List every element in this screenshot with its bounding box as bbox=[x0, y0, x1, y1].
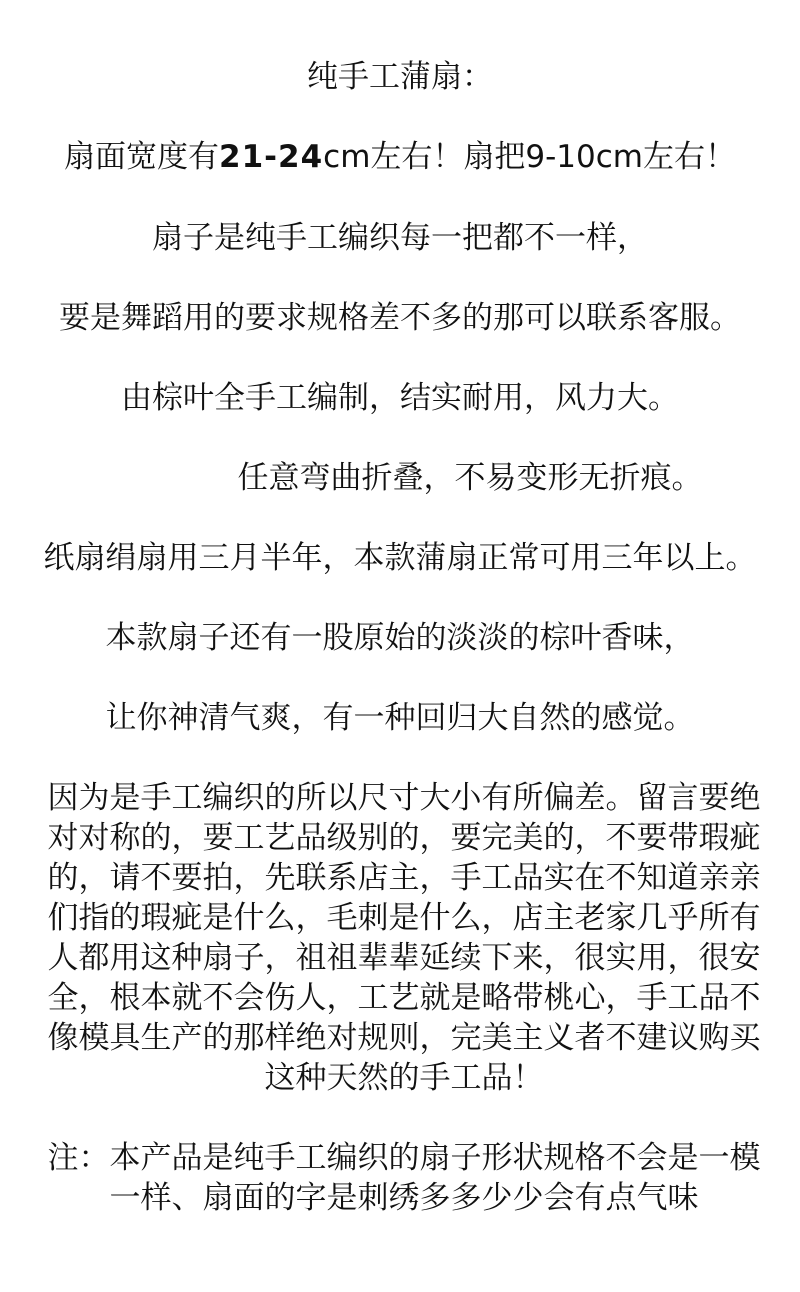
disclaimer-line: 人都用这种扇子，祖祖辈辈延续下来，很实用，很安 bbox=[47, 940, 761, 976]
disclaimer-line: 这种天然的手工品！ bbox=[264, 1060, 544, 1096]
dance-contact-line bbox=[0, 298, 800, 338]
fan-size-line bbox=[0, 137, 800, 177]
unique-weave-line bbox=[0, 218, 800, 258]
fan-width-value: 21-24 bbox=[219, 139, 324, 175]
scent-line bbox=[0, 618, 800, 658]
unique-weave-text: 扇子是纯手工编织每一把都不一样， bbox=[152, 220, 648, 256]
material-line bbox=[0, 378, 800, 418]
heading-handmade-fan bbox=[0, 57, 800, 97]
disclaimer-line: 全，根本就不会伤人，工艺就是略带桃心，手工品不 bbox=[47, 980, 761, 1016]
dance-contact-text: 要是舞蹈用的要求规格差不多的那可以联系客服。 bbox=[59, 300, 741, 336]
disclaimer-line: 们指的瑕疵是什么，毛刺是什么，店主老家几乎所有 bbox=[47, 900, 761, 936]
handmade-disclaimer-paragraph bbox=[34, 778, 774, 1098]
disclaimer-line: 对对称的，要工艺品级别的，要完美的，不要带瑕疵 bbox=[47, 820, 761, 856]
nature-text: 让你神清气爽，有一种回归大自然的感觉。 bbox=[105, 700, 695, 736]
note-line: 注：本产品是纯手工编织的扇子形状规格不会是一模 bbox=[47, 1140, 761, 1176]
disclaimer-line: 因为是手工编织的所以尺寸大小有所偏差。留言要绝 bbox=[47, 780, 761, 816]
fan-size-rest: cm左右！扇把9-10cm左右！ bbox=[323, 139, 736, 175]
material-text: 由棕叶全手工编制，结实耐用，风力大。 bbox=[121, 380, 679, 416]
fold-line bbox=[0, 458, 800, 498]
durability-line bbox=[0, 538, 800, 578]
fan-width-label: 扇面宽度有 bbox=[64, 139, 219, 175]
note-line: 一样、扇面的字是刺绣多多少少会有点气味 bbox=[109, 1180, 699, 1216]
fold-text: 任意弯曲折叠，不易变形无折痕。 bbox=[237, 460, 703, 496]
disclaimer-line: 像模具生产的那样绝对规则，完美主义者不建议购买 bbox=[47, 1020, 761, 1056]
disclaimer-line: 的，请不要拍，先联系店主，手工品实在不知道亲亲 bbox=[47, 860, 761, 896]
note-paragraph bbox=[34, 1138, 774, 1218]
scent-text: 本款扇子还有一股原始的淡淡的棕叶香味， bbox=[105, 620, 695, 656]
durability-text: 纸扇绢扇用三月半年，本款蒲扇正常可用三年以上。 bbox=[43, 540, 757, 576]
heading-text: 纯手工蒲扇： bbox=[307, 59, 493, 95]
nature-line bbox=[0, 698, 800, 738]
